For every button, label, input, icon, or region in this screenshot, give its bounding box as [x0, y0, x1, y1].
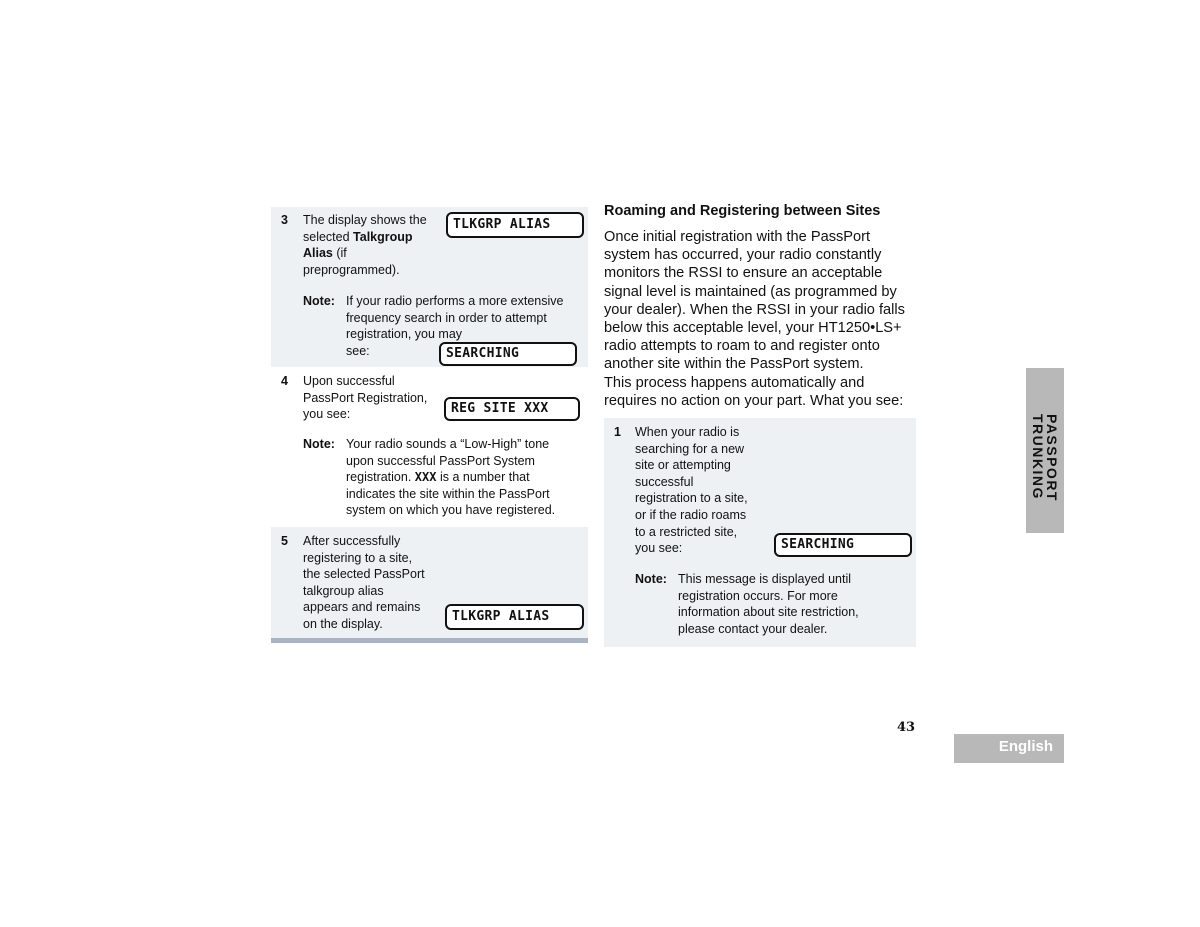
- note-text: If your radio performs a more extensive frequency search in order to attempt registration, you may see:: [346, 294, 564, 358]
- step-number: 5: [281, 534, 288, 548]
- intro-paragraph: Once initial registration with the PassPort system has occurred, your radio constantly monitors the RSSI to ensure an acceptable signal level is maintained (as programmed by your dealer). When the RSSI in your radio falls below this acceptable level, your HT1250•LS+ radio attempts to roam to and register onto another site within the PassPort system. This process happens automatically and requires no action on your part. What you see:: [604, 229, 905, 409]
- step-number: 1: [614, 425, 621, 439]
- note-label: Note:: [303, 437, 335, 451]
- step-number: 3: [281, 213, 288, 227]
- radio-display: SEARCHING: [774, 533, 912, 557]
- note-label: Note:: [303, 294, 335, 308]
- step-3-text: The display shows the selected Talkgroup Alias (if preprogrammed).: [303, 213, 427, 277]
- language-tab: [954, 734, 1064, 763]
- section-heading: Roaming and Registering between Sites: [604, 203, 881, 219]
- radio-display: TLKGRP ALIAS: [446, 212, 584, 238]
- page-number: 43: [897, 720, 916, 735]
- radio-display: SEARCHING: [439, 342, 577, 366]
- panel-bottom-rule: [271, 638, 588, 643]
- chapter-tab-line1: PASSPORT: [1044, 414, 1060, 502]
- chapter-tab-line2: TRUNKING: [1030, 414, 1046, 500]
- note-text: This message is displayed until registration occurs. For more information about site restriction, please contact your dealer.: [678, 572, 859, 636]
- radio-display: TLKGRP ALIAS: [445, 604, 584, 630]
- step-4-text: Upon successful PassPort Registration, you see:: [303, 374, 428, 422]
- note-text: Your radio sounds a “Low-High” tone upon successful PassPort System registration. XXX is a number that indicates the site within the PassPort system on which you have registered.: [346, 437, 556, 518]
- language-label: English: [998, 738, 1053, 755]
- step-number: 4: [281, 374, 288, 388]
- radio-display: REG SITE XXX: [444, 397, 580, 421]
- note-label: Note:: [635, 572, 667, 586]
- step-1-text: When your radio is searching for a new site or attempting successful registration to a site, or if the radio roams to a restricted site, you see:: [635, 425, 748, 556]
- step-5-text: After successfully registering to a site, the selected PassPort talkgroup alias appears and remains on the display.: [303, 534, 425, 631]
